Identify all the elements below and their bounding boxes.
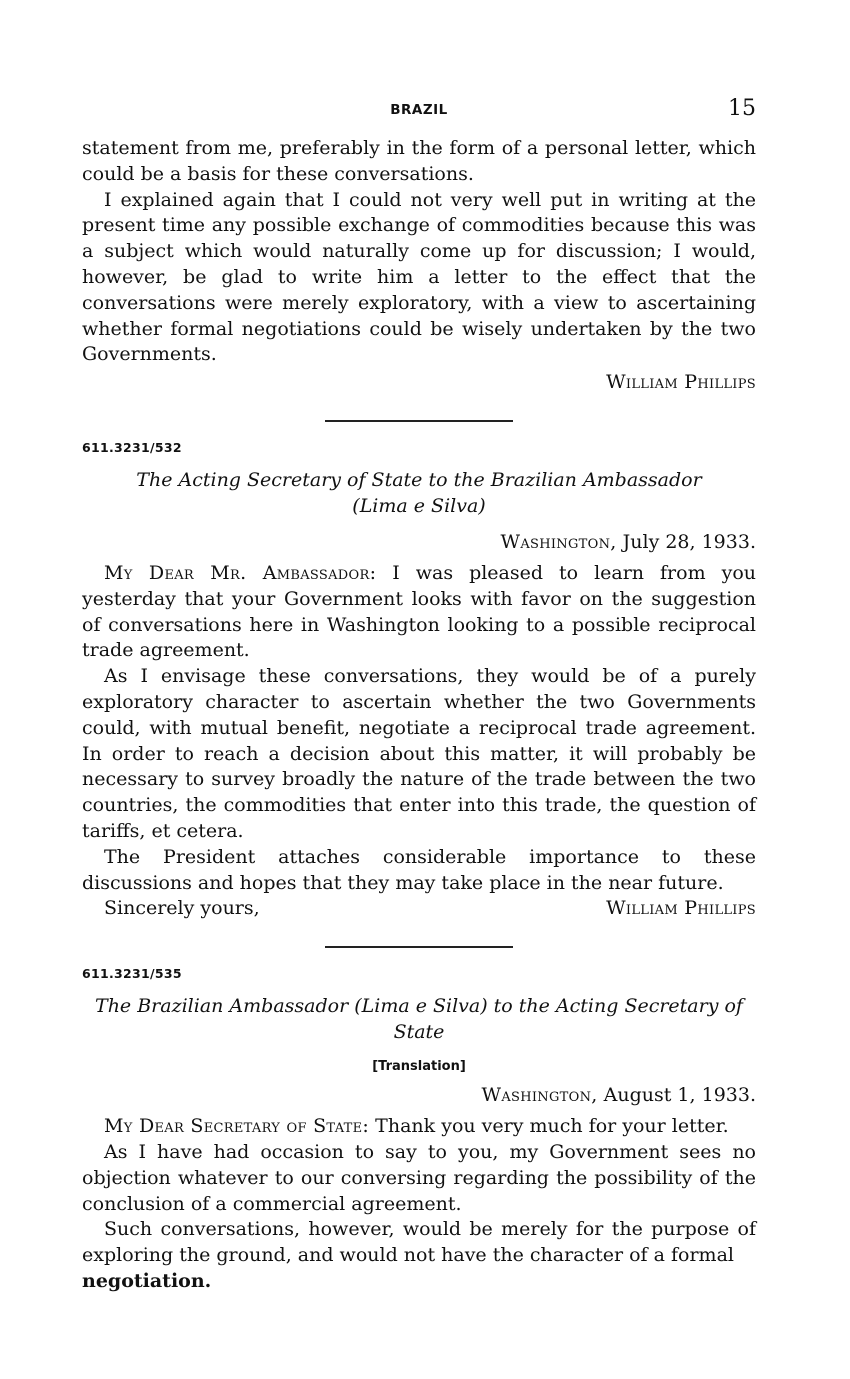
document-title bbox=[82, 993, 756, 1045]
signature: William Phillips bbox=[606, 371, 756, 394]
document-page bbox=[82, 92, 756, 1295]
salutation: My Dear Secretary of State: bbox=[104, 1115, 370, 1138]
letter-acting-secretary bbox=[82, 440, 756, 922]
date: August 1, 1933. bbox=[597, 1084, 756, 1107]
paragraph-end: negotiation. bbox=[82, 1269, 212, 1292]
section-divider bbox=[325, 420, 513, 422]
title-line: State bbox=[393, 1021, 445, 1044]
closing: Sincerely yours, bbox=[104, 897, 260, 920]
file-number: 611.3231/535 bbox=[82, 966, 182, 982]
paragraph-text: I was pleased to learn from you yesterday that your Government looks with favor on the suggestion of conversations here in Washington looking to a possible reciprocal trade agreement. bbox=[82, 561, 756, 662]
running-head bbox=[82, 92, 756, 126]
signature: William Phillips bbox=[606, 897, 756, 920]
memorandum-continuation bbox=[82, 136, 756, 396]
date-place: Washington, bbox=[500, 530, 617, 553]
running-title: BRAZIL bbox=[390, 102, 448, 118]
paragraph: Such conversations, however, would be merely for the purpose of exploring the ground, and would not have the character of a formal bbox=[82, 1218, 756, 1267]
document-title bbox=[82, 467, 756, 519]
paragraph: statement from me, preferably in the form of a personal letter, which could be a basis for these conversations. bbox=[82, 137, 756, 185]
paragraph bbox=[82, 561, 756, 664]
title-line: The Brazilian Ambassador (Lima e Silva) to the Acting Secretary of bbox=[95, 995, 743, 1018]
paragraph: As I have had occasion to say to you, my Government sees no objection whatever to our conversing regarding the possibility of the conclusion of a commercial agreement. bbox=[82, 1140, 756, 1215]
title-line: The Acting Secretary of State to the Brazilian Ambassador bbox=[136, 468, 702, 491]
paragraph: The President attaches considerable importance to these discussions and hopes that they may take place in the near future. bbox=[82, 845, 756, 894]
salutation: My Dear Mr. Ambassador: bbox=[104, 561, 377, 584]
date: July 28, 1933. bbox=[616, 530, 756, 553]
paragraph bbox=[82, 1114, 756, 1140]
section-divider bbox=[325, 946, 513, 948]
closing-line bbox=[82, 896, 756, 922]
paragraph-text: Thank you very much for your letter. bbox=[369, 1115, 729, 1138]
letter-brazilian-ambassador bbox=[82, 966, 756, 1295]
date-place: Washington, bbox=[481, 1084, 598, 1107]
paragraph: As I envisage these conversations, they would be of a purely exploratory character to ascertain whether the two Governments could, with mutual benefit, negotiate a reciprocal trade agreement. In order to reach a decision about this matter, it will probably be necessary to survey broadly the nature of the trade between the two countries, the commodities that enter into this trade, the question of tariffs, et cetera. bbox=[82, 665, 756, 842]
translation-note: [Translation] bbox=[372, 1059, 466, 1075]
dateline bbox=[82, 529, 756, 555]
file-number: 611.3231/532 bbox=[82, 439, 182, 455]
page-number: 15 bbox=[728, 96, 756, 121]
dateline bbox=[82, 1082, 756, 1108]
title-line: (Lima e Silva) bbox=[352, 494, 486, 517]
paragraph: I explained again that I could not very well put in writing at the present time any possible exchange of commodities because this was a subject which would naturally come up for discussion; I would, however, be glad to write him a letter to the effect that the conversations were merely exploratory, with a view to ascertaining whether formal negotiations could be wisely undertaken by the two Governments. bbox=[82, 188, 756, 366]
